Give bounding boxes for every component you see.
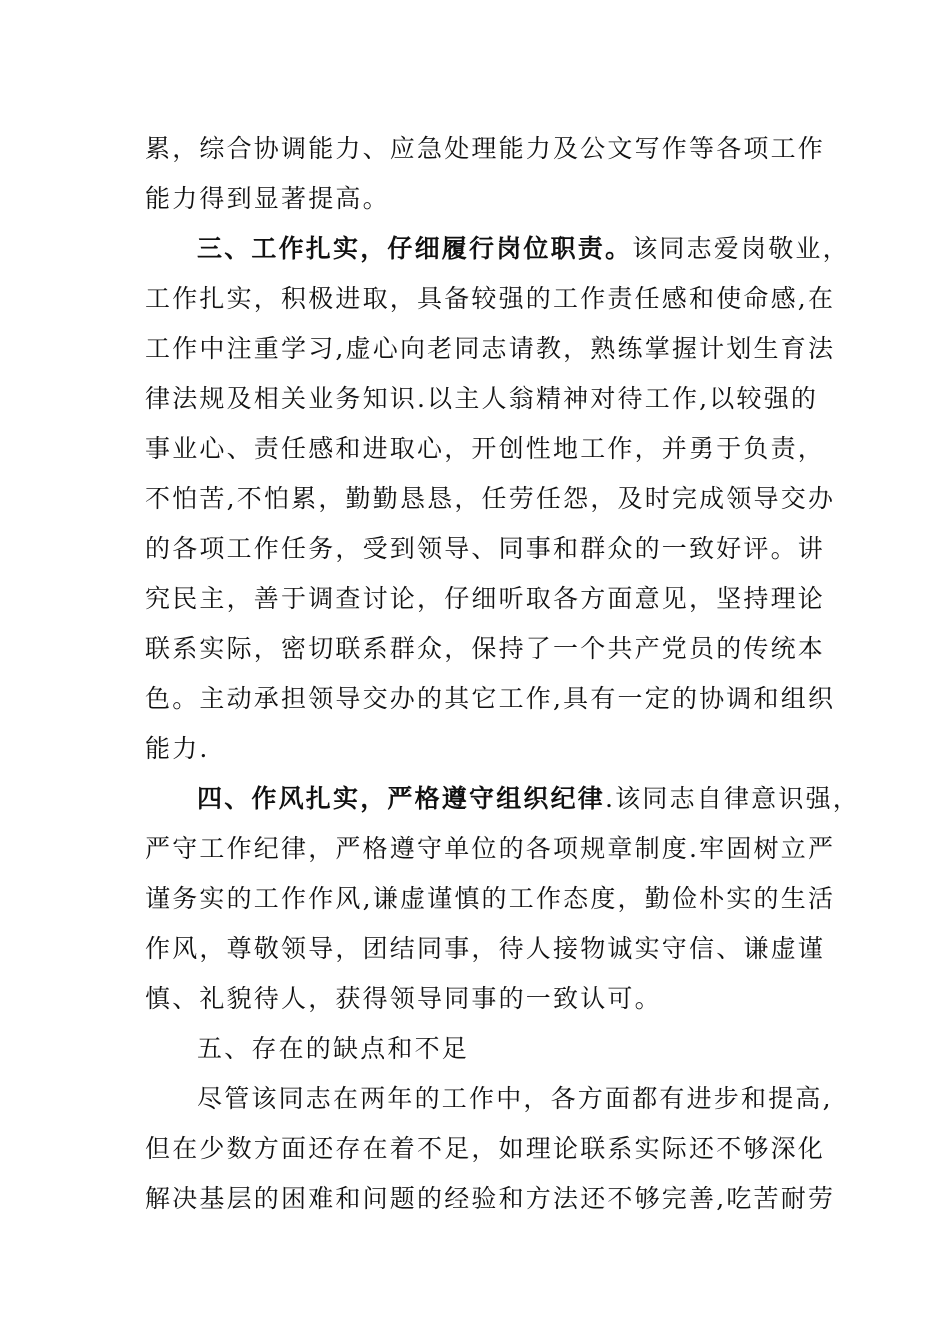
text-line: 谨务实的工作作风,谦虚谨慎的工作态度，勤俭朴实的生活: [145, 884, 836, 913]
text-line: 工作中注重学习,虚心向老同志请教，熟练掌握计划生育法: [145, 334, 836, 363]
section-3-heading: 三、工作扎实，仔细履行岗位职责。: [197, 234, 633, 263]
text-line: 律法规及相关业务知识.以主人翁精神对待工作,以较强的: [145, 384, 819, 413]
text-line: 能力.: [145, 734, 210, 763]
text-line: 事业心、责任感和进取心，开创性地工作，并勇于负责，: [145, 434, 826, 463]
text-line: 严守工作纪律，严格遵守单位的各项规章制度.牢固树立严: [145, 834, 836, 863]
section-3-line: [145, 224, 850, 274]
text-line: 累，综合协调能力、应急处理能力及公文写作等各项工作: [145, 134, 826, 163]
text-line: 作风，尊敬领导，团结同事，待人接物诚实守信、谦虚谨: [145, 934, 826, 963]
section-4-line: [145, 774, 860, 824]
section-5-heading: 五、存在的缺点和不足: [197, 1034, 470, 1063]
text-line: 不怕苦,不怕累，勤勤恳恳，任劳任怨，及时完成领导交办: [145, 484, 836, 513]
text-line: 的各项工作任务，受到领导、同事和群众的一致好评。讲: [145, 534, 826, 563]
section-3-text: 该同志爱岗敬业，: [632, 234, 850, 263]
text-line: 能力得到显著提高。: [145, 184, 390, 213]
section-4-heading: 四、作风扎实，严格遵守组织纪律: [197, 784, 606, 813]
text-line: 但在少数方面还存在着不足，如理论联系实际还不够深化: [145, 1134, 826, 1163]
text-line: 解决基层的困难和问题的经验和方法还不够完善,吃苦耐劳: [145, 1184, 836, 1213]
text-line: 联系实际，密切联系群众，保持了一个共产党员的传统本: [145, 634, 826, 663]
section-5-line: [145, 1024, 810, 1074]
text-line: 色。主动承担领导交办的其它工作,具有一定的协调和组织: [145, 684, 836, 713]
text-line: 工作扎实，积极进取，具备较强的工作责任感和使命感,在: [145, 284, 836, 313]
text-line: 尽管该同志在两年的工作中，各方面都有进步和提高,: [197, 1084, 833, 1113]
section-4-text: .该同志自律意识强，: [605, 784, 860, 813]
document-body: [145, 124, 860, 1224]
text-line: 慎、礼貌待人，获得领导同事的一致认可。: [145, 984, 662, 1013]
text-line: 究民主，善于调查讨论，仔细听取各方面意见，坚持理论: [145, 584, 826, 613]
